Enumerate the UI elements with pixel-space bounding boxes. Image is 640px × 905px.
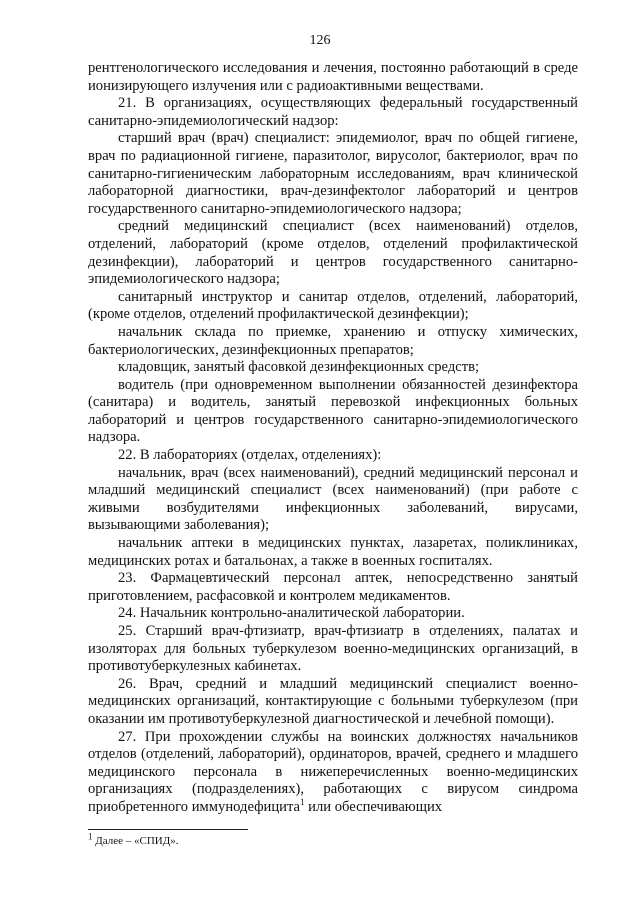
paragraph-lab-staff: начальник, врач (всех наименований), средний медицинский персонал и младший медицинский специалист (всех наименований) (при работе с живыми возбудителями инфекционных заболеваний, вирусами, вызывающими заболевания);: [88, 464, 578, 534]
paragraph-warehouse-head: начальник склада по приемке, хранению и отпуску химических, бактериологических, дезинфекционных препаратов;: [88, 323, 578, 358]
paragraph-item-27-text: 27. При прохождении службы на воинских должностях начальников отделов (отделений, лабораторий), ординаторов, врачей, среднего и младшего медицинского персонала в нижеперечисленных военно-медицинских организациях (подразделениях), работающих с вирусом синдрома приобретенного иммунодефицита: [88, 728, 578, 815]
footnote-text: Далее – «СПИД».: [92, 835, 179, 847]
paragraph-item-27-tail: или обеспечивающих: [304, 798, 443, 815]
paragraph-mid-medical: средний медицинский специалист (всех наименований) отделов, отделений, лабораторий (кроме отделов, отделений профилактической дезинфекции), лабораторий и центров государственного санитарно-эпидемиологического надзора;: [88, 218, 578, 288]
paragraph-senior-doctor: старший врач (врач) специалист: эпидемиолог, врач по общей гигиене, врач по радиационной гигиене, паразитолог, вирусолог, бактериолог, врач по санитарно-гигиеническим лабораторным исследованиям, врач клинической лабораторной диагностики, врач-дезинфектолог лабораторий и центров государственного санитарно-эпидемиологического надзора;: [88, 130, 578, 217]
paragraph-item-23: 23. Фармацевтический персонал аптек, непосредственно занятый приготовлением, расфасовкой и контролем медикаментов.: [88, 570, 578, 604]
paragraph-driver: водитель (при одновременном выполнении обязанностей дезинфектора (санитара) и водитель, занятый перевозкой инфекционных больных лабораторий и центров государственного санитарно-эпидемиологического надзора.: [88, 376, 578, 446]
footnote-marker: 1: [88, 831, 93, 842]
paragraph-item-26: 26. Врач, средний и младший медицинский специалист военно-медицинских организаций, контактирующие с больными туберкулезом (при оказании им противотуберкулезной диагностической и лечебной помощи).: [88, 675, 578, 727]
paragraph-storekeeper: кладовщик, занятый фасовкой дезинфекционных средств;: [118, 359, 480, 376]
footnote: [88, 831, 578, 848]
document-body: [88, 60, 578, 817]
paragraph-item-22: 22. В лабораториях (отделах, отделениях):: [118, 447, 382, 464]
footnote-reference: 1: [300, 797, 305, 808]
paragraph-sanitary-instructor: санитарный инструктор и санитар отделов, отделений, лабораторий, (кроме отделов, отделений профилактической дезинфекции);: [88, 288, 578, 323]
paragraph-item-21: 21. В организациях, осуществляющих федеральный государственный санитарно-эпидемиологический надзор:: [88, 95, 578, 129]
paragraph-pharmacy-head: начальник аптеки в медицинских пунктах, лазаретах, поликлиниках, медицинских ротах и батальонах, а также в военных госпиталях.: [88, 535, 578, 569]
page-number: 126: [309, 33, 331, 48]
paragraph-continuation: рентгенологического исследования и лечения, постоянно работающий в среде ионизирующего излучения или с радиоактивными веществами.: [88, 60, 578, 94]
paragraph-item-24: 24. Начальник контрольно-аналитической лаборатории.: [118, 605, 465, 622]
paragraph-item-27: [88, 729, 578, 817]
paragraph-item-25: 25. Старший врач-фтизиатр, врач-фтизиатр в отделениях, палатах и изоляторах для больных туберкулезом военно-медицинских организаций, в противотуберкулезных кабинетах.: [88, 623, 578, 675]
footnote-divider: [88, 829, 248, 830]
